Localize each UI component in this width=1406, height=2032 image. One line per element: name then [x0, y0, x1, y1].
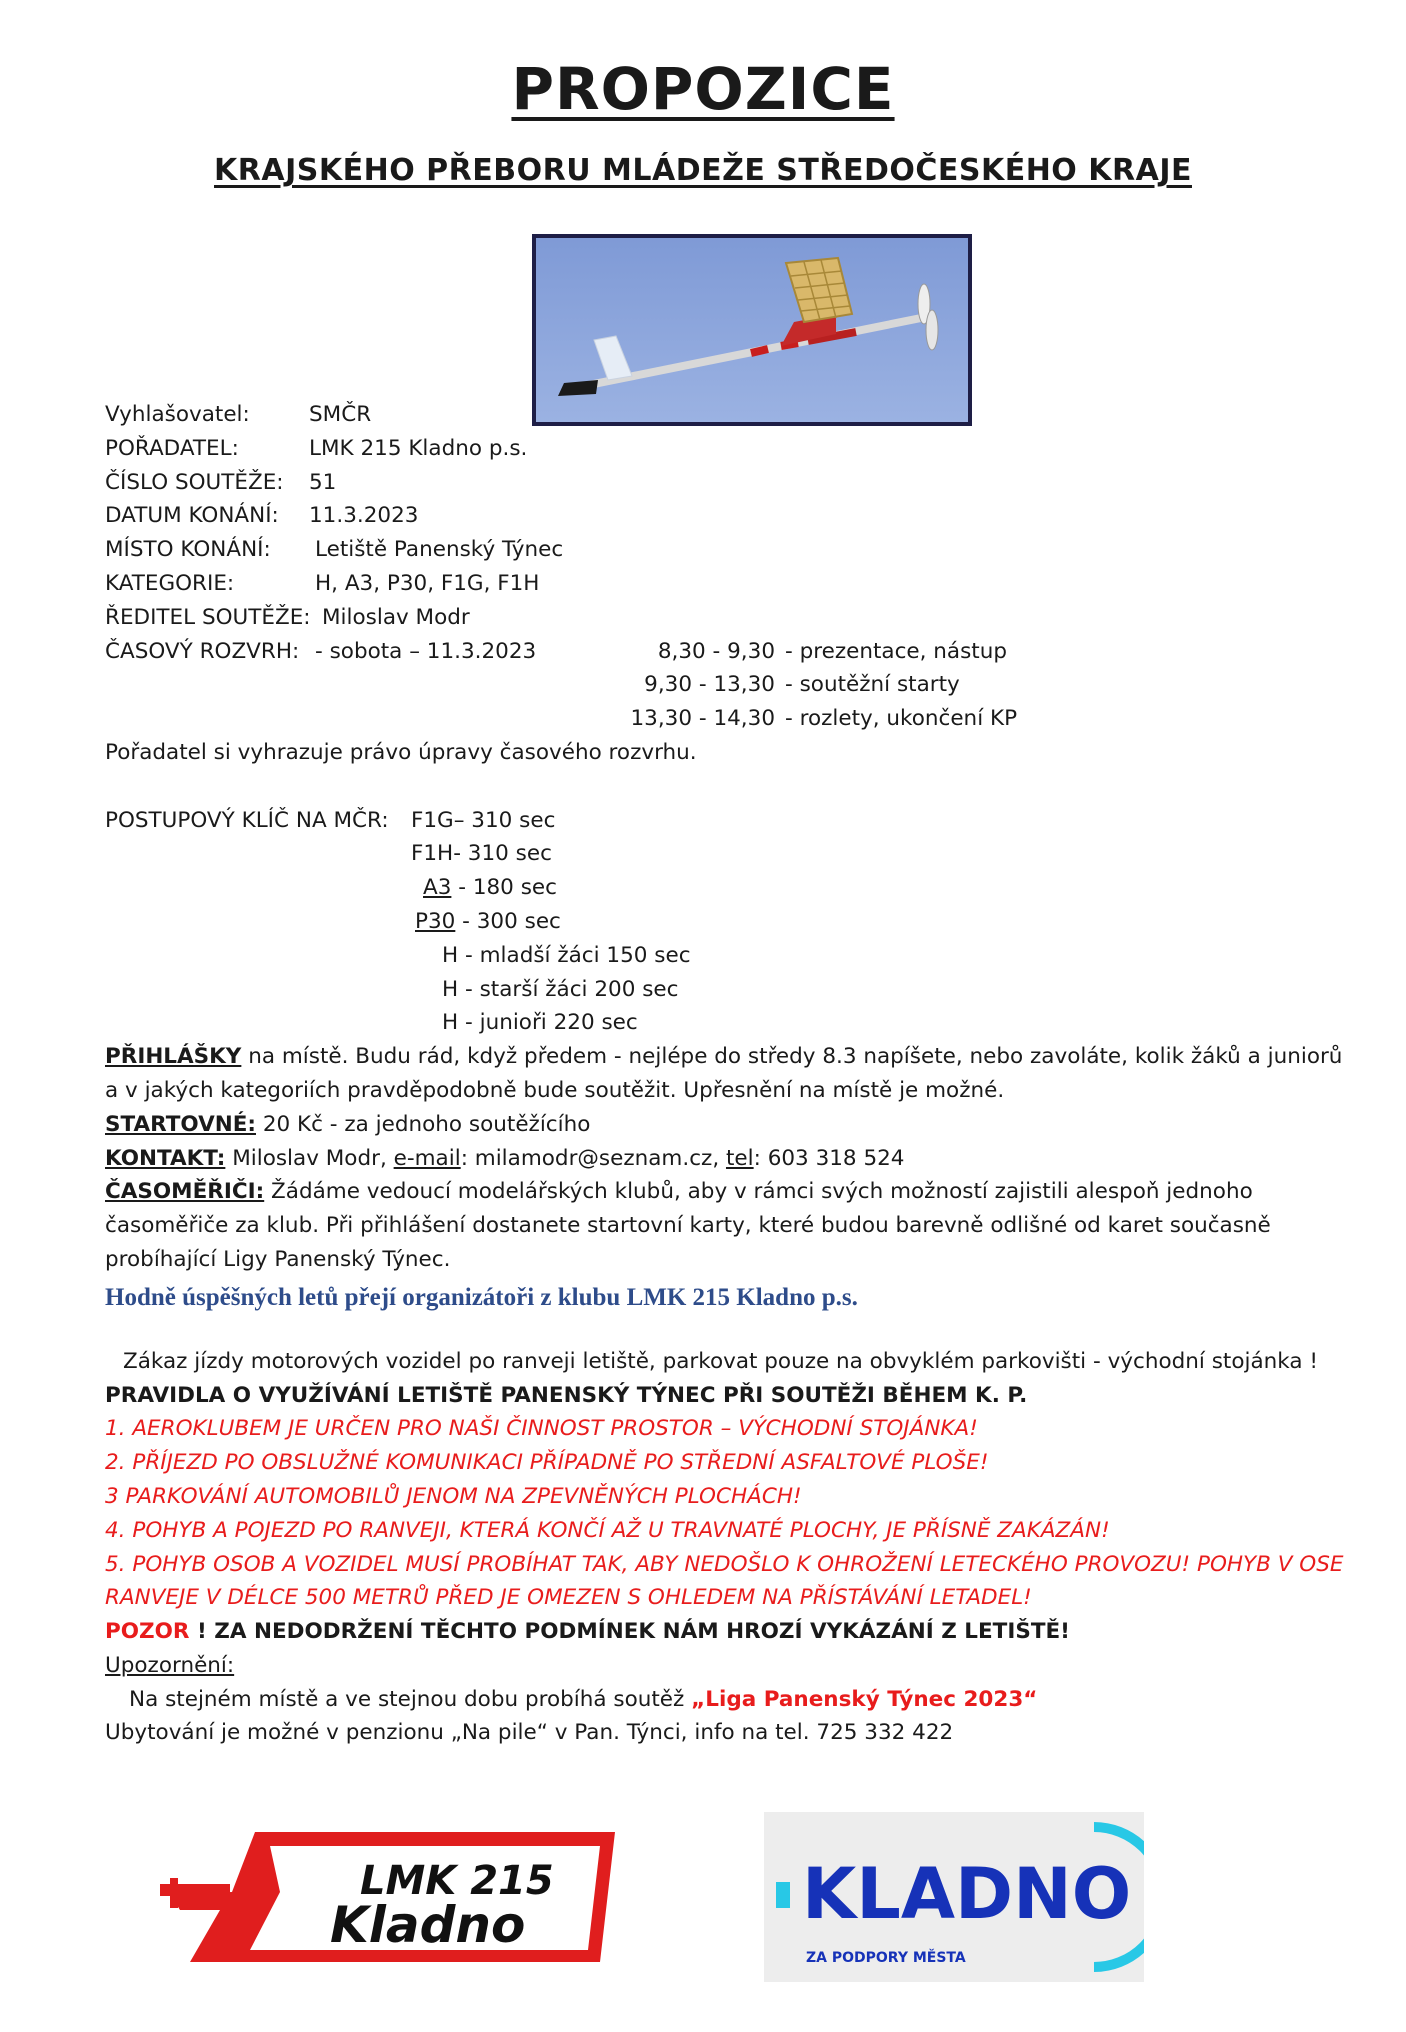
zakaz-paragraph: Zákaz jízdy motorových vozidel po ranveji letiště, parkovat pouze na obvyklém parkovišti - východní stojánka !	[123, 1348, 1318, 1374]
startovne-paragraph: STARTOVNÉ: 20 Kč - za jednoho soutěžícího	[105, 1111, 591, 1137]
tel-label: tel	[725, 1145, 754, 1171]
info-label: POŘADATEL:	[105, 435, 239, 461]
schedule-desc: - prezentace, nástup	[785, 638, 1008, 664]
schedule-label: ČASOVÝ ROZVRH:	[105, 638, 300, 664]
rule-item: 1. AEROKLUBEM JE URČEN PRO NAŠI ČINNOST PROSTOR – VÝCHODNÍ STOJÁNKA!	[105, 1416, 978, 1442]
schedule-row	[105, 668, 1345, 702]
info-label: DATUM KONÁNÍ:	[105, 503, 279, 529]
email-value: : milamodr@seznam.cz,	[460, 1145, 726, 1171]
tel-value: : 603 318 524	[753, 1145, 905, 1171]
casomerici-label: ČASOMĚŘIČI:	[105, 1179, 265, 1205]
postup-row	[105, 871, 1345, 905]
info-row	[105, 398, 1345, 432]
info-label: ČÍSLO SOUTĚŽE:	[105, 469, 284, 495]
info-row	[105, 601, 1345, 635]
liga-name: „Liga Panenský Týnec 2023“	[691, 1686, 1038, 1712]
info-label: MÍSTO KONÁNÍ:	[105, 537, 271, 563]
postup-row	[105, 939, 1345, 973]
postup-item: F1G– 310 sec	[411, 807, 556, 833]
kontakt-label: KONTAKT:	[105, 1145, 226, 1171]
rule-item: 2. PŘÍJEZD PO OBSLUŽNÉ KOMUNIKACI PŘÍPADNĚ PO STŘEDNÍ ASFALTOVÉ PLOŠE!	[105, 1450, 989, 1476]
postup-item: A3 - 180 sec	[423, 875, 557, 901]
pozor-label: POZOR	[105, 1619, 190, 1645]
info-label: Vyhlašovatel:	[105, 402, 250, 427]
startovne-label: STARTOVNÉ:	[105, 1111, 256, 1137]
email-label: e-mail	[393, 1145, 461, 1171]
info-row	[105, 499, 1345, 533]
info-row	[105, 432, 1345, 466]
postup-row	[105, 973, 1345, 1007]
pozor-line: POZOR ! ZA NEDODRŽENÍ TĚCHTO PODMÍNEK NÁM HROZÍ VYKÁZÁNÍ Z LETIŠTĚ!	[105, 1619, 1070, 1645]
postup-item: F1H- 310 sec	[411, 841, 552, 867]
svg-text:Kladno: Kladno	[330, 1896, 526, 1954]
ubytovani-line: Ubytování je možné v penzionu „Na pile“ v Pan. Týnci, info na tel. 725 332 422	[105, 1720, 954, 1746]
kladno-city-logo	[764, 1812, 1144, 1982]
schedule-row	[105, 635, 1345, 669]
postup-item: H - junioři 220 sec	[442, 1010, 638, 1036]
info-value: SMČR	[309, 402, 372, 427]
prihlasky-paragraph: PŘIHLÁŠKY na místě. Budu rád, když předem - nejlépe do středy 8.3 napíšete, nebo zavoláte, kolik žáků a juniorů a v jakých kategoriích pravděpodobně bude soutěžit. Upřesnění na místě je možné.	[105, 1044, 1343, 1103]
postup-row	[105, 905, 1345, 939]
schedule-desc: - rozlety, ukončení KP	[785, 706, 1018, 732]
lmk-logo	[160, 1822, 620, 1972]
upozorneni-line: Na stejném místě a ve stejnou dobu probíhá soutěž „Liga Panenský Týnec 2023“	[129, 1686, 1038, 1712]
postup-item: H - starší žáci 200 sec	[442, 976, 679, 1002]
page-subtitle: KRAJSKÉHO PŘEBORU MLÁDEŽE STŘEDOČESKÉHO KRAJE	[214, 153, 1192, 188]
document-body	[105, 398, 1345, 1750]
postup-row	[105, 837, 1345, 871]
info-label: ŘEDITEL SOUTĚŽE:	[105, 604, 311, 630]
postup-row	[105, 1006, 1345, 1040]
closing-wish: Hodně úspěšných letů přejí organizátoři z klubu LMK 215 Kladno p.s.	[105, 1283, 858, 1311]
info-value: LMK 215 Kladno p.s.	[309, 435, 528, 461]
schedule-time: 9,30 - 13,30	[644, 672, 775, 698]
info-row	[105, 533, 1345, 567]
svg-text:LMK 215: LMK 215	[360, 1858, 554, 1904]
schedule-row	[105, 702, 1345, 736]
svg-text:KLADNO: KLADNO	[802, 1853, 1132, 1935]
schedule-desc: - soutěžní starty	[785, 672, 960, 698]
postup-label: POSTUPOVÝ KLÍČ NA MČR:	[105, 807, 389, 833]
schedule-day: - sobota – 11.3.2023	[315, 638, 537, 664]
kontakt-paragraph: KONTAKT: Miloslav Modr, e-mail: milamodr@seznam.cz, tel: 603 318 524	[105, 1145, 905, 1171]
rule-item: 4. POHYB A POJEZD PO RANVEJI, KTERÁ KONČÍ AŽ U TRAVNATÉ PLOCHY, JE PŘÍSNĚ ZAKÁZÁN!	[105, 1517, 1110, 1543]
info-row	[105, 567, 1345, 601]
postup-item: P30 - 300 sec	[415, 908, 561, 934]
prihlasky-label: PŘIHLÁŠKY	[105, 1044, 242, 1070]
postup-item: H - mladší žáci 150 sec	[442, 942, 691, 968]
rule-item: 5. POHYB OSOB A VOZIDEL MUSÍ PROBÍHAT TAK, ABY NEDOŠLO K OHROŽENÍ LETECKÉHO PROVOZU! POHYB V OSE RANVEJE V DÉLCE 500 METRŮ PŘED JE OMEZEN S OHLEDEM NA PŘÍSTÁVÁNÍ LETADEL!	[105, 1551, 1344, 1611]
postup-row	[105, 804, 1345, 838]
schedule-note: Pořadatel si vyhrazuje právo úpravy časového rozvrhu.	[105, 739, 697, 765]
rule-item: 3 PARKOVÁNÍ AUTOMOBILŮ JENOM NA ZPEVNĚNÝCH PLOCHÁCH!	[105, 1483, 802, 1509]
schedule-time: 8,30 - 9,30	[657, 638, 775, 664]
info-value: Letiště Panenský Týnec	[315, 537, 564, 563]
svg-text:ZA PODPORY MĚSTA: ZA PODPORY MĚSTA	[806, 1950, 966, 1966]
spacer	[105, 770, 1345, 804]
info-value: H, A3, P30, F1G, F1H	[315, 570, 540, 596]
info-value: 11.3.2023	[309, 503, 419, 529]
schedule-time: 13,30 - 14,30	[630, 706, 775, 732]
info-label: KATEGORIE:	[105, 570, 235, 596]
casomerici-paragraph: ČASOMĚŘIČI: Žádáme vedoucí modelářských klubů, aby v rámci svých možností zajistili alespoň jednoho časoměřiče za klub. Při přihlášení dostanete startovní karty, které budou barevně odlišné od karet současně probíhající Ligy Panenský Týnec.	[105, 1179, 1271, 1272]
info-row	[105, 466, 1345, 500]
page-title: PROPOZICE	[511, 55, 895, 123]
info-value: Miloslav Modr	[322, 604, 470, 630]
info-value: 51	[309, 469, 337, 495]
rules-title: PRAVIDLA O VYUŽÍVÁNÍ LETIŠTĚ PANENSKÝ TÝNEC PŘI SOUTĚŽI BĚHEM K. P.	[105, 1382, 1028, 1408]
upozorneni-label: Upozornění:	[105, 1652, 235, 1678]
